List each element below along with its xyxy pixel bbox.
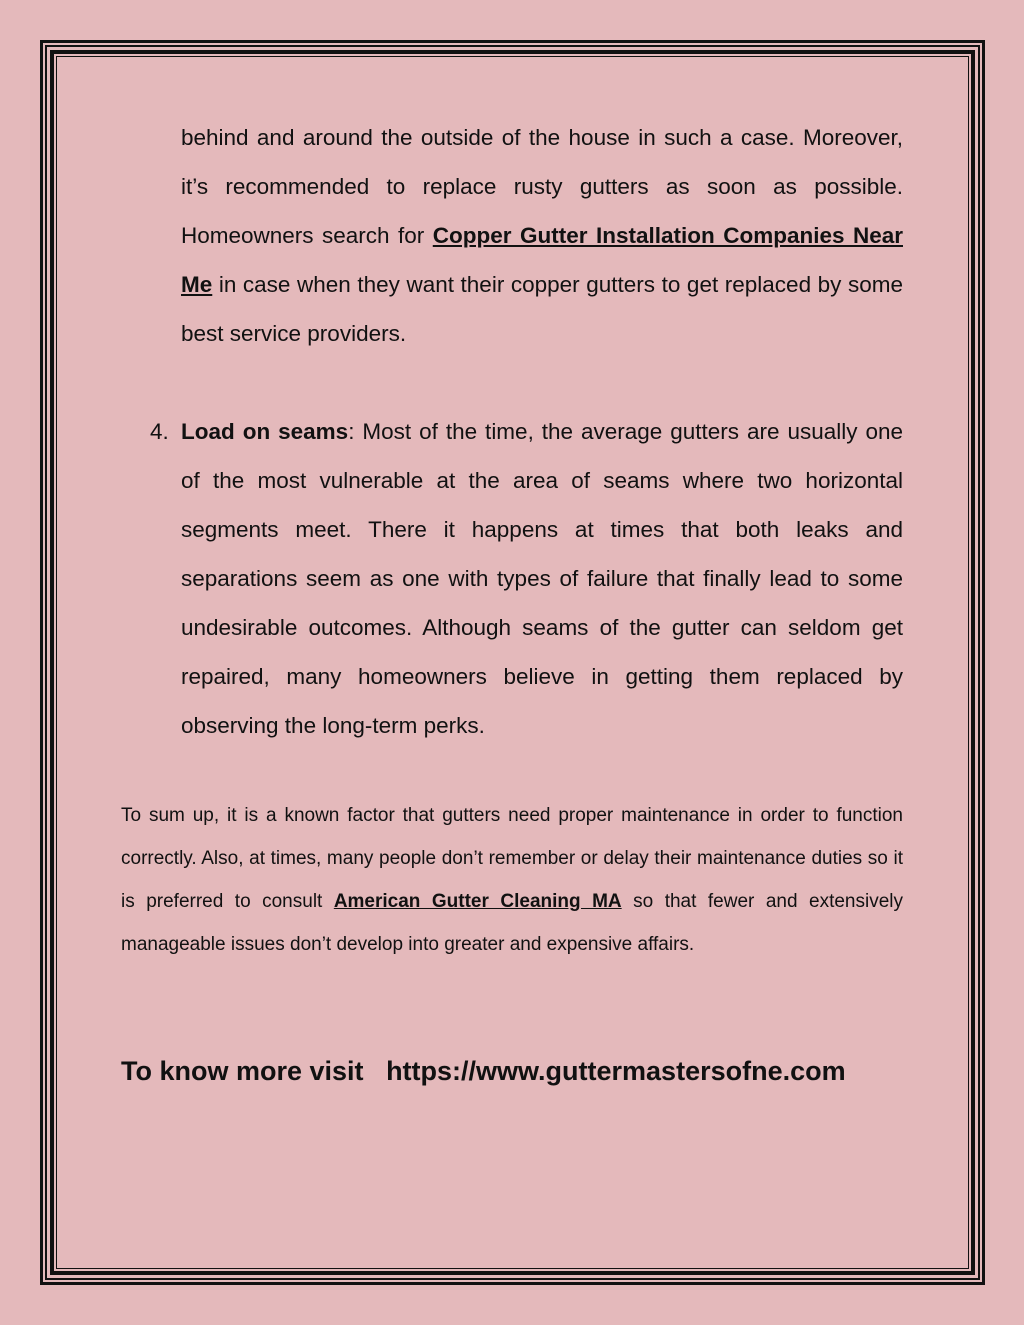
- conclusion-text-after: so that fewer and extensively manageable issues don’t develop into greater and expensive affairs.: [121, 891, 903, 955]
- paragraph-top: [181, 113, 903, 358]
- paragraph-top-text-after: in case when they want their copper gutters to get replaced by some best service providers.: [181, 272, 903, 346]
- conclusion-paragraph: [121, 794, 903, 966]
- visit-line: [121, 1056, 846, 1087]
- list-item-number: 4.: [150, 419, 169, 444]
- list-item: [181, 407, 903, 750]
- list-item-title: Load on seams: [181, 419, 349, 444]
- paragraph-top-text-before: behind and around the outside of the house in such a case. Moreover, it’s recommended to replace rusty gutters as soon as possible. Homeowners search for: [181, 125, 903, 248]
- conclusion-text-before: To sum up, it is a known factor that gutters need proper maintenance in order to function correctly. Also, at times, many people don’t remember or delay their maintenance duties so it is preferred to consult: [121, 805, 903, 912]
- list-item-text: : Most of the time, the average gutters are usually one of the most vulnerable at the area of seams where two horizontal segments meet. There it happens at times that both leaks and separations seem as one with types of failure that finally lead to some undesirable outcomes. Although seams of the gutter can seldom get repaired, many homeowners believe in getting them replaced by observing the long-term perks.: [181, 419, 904, 738]
- website-url[interactable]: https://www.guttermastersofne.com: [386, 1056, 846, 1086]
- visit-label: To know more visit: [121, 1056, 364, 1086]
- american-gutter-cleaning-link[interactable]: American Gutter Cleaning MA: [333, 891, 622, 912]
- copper-gutter-installation-link[interactable]: Copper Gutter Installation Companies Near Me: [181, 223, 903, 297]
